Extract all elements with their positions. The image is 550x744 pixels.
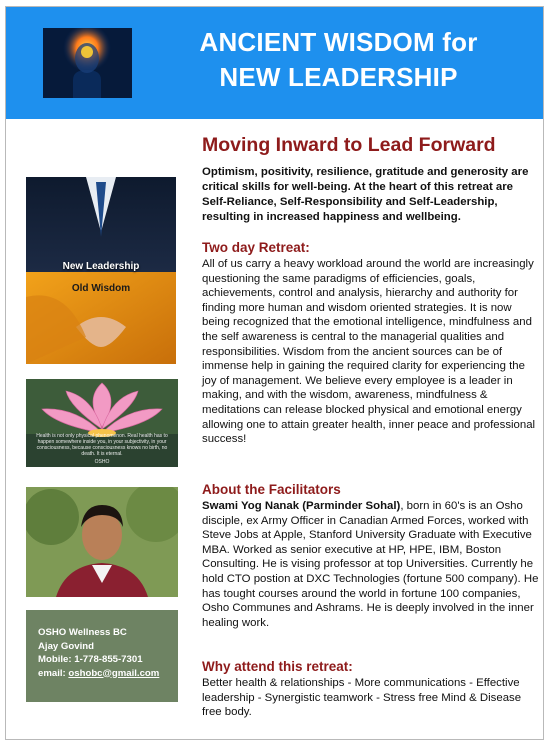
contact-mobile: 1-778-855-7301 xyxy=(74,654,143,665)
contact-box xyxy=(26,610,178,702)
banner-title-line1: ANCIENT WISDOM for xyxy=(199,27,478,57)
facilitator-portrait xyxy=(26,487,178,597)
facilitators-text xyxy=(202,499,540,630)
banner-title-line2: NEW LEADERSHIP xyxy=(219,62,458,92)
leadership-caption-bottom: Old Wisdom xyxy=(71,283,131,294)
leadership-caption-top: New Leadership xyxy=(62,261,140,272)
facilitators-title: About the Facilitators xyxy=(202,482,341,497)
page-title: Moving Inward to Lead Forward xyxy=(202,134,496,156)
why-title: Why attend this retreat: xyxy=(202,659,353,674)
contact-org: OSHO Wellness BC xyxy=(38,627,127,638)
contact-email-row xyxy=(38,667,178,681)
contact-mobile-row xyxy=(38,653,178,667)
facilitator-name: Swami Yog Nanak (Parminder Sohal) xyxy=(202,500,401,512)
why-text: Better health & relationships - More communications - Effective leadership - Synergistic teamwork - Stress free Mind & Disease free body. xyxy=(202,677,522,719)
lotus-quote: Health is not only physical phenomenon. Real health has to happen somewhere inside you, in your subjectivity, in your consciousness, because consciousness knows no birth, no death. It is eternal. xyxy=(36,433,168,457)
header-banner xyxy=(6,7,543,119)
intro-paragraph: Optimism, positivity, resilience, gratitude and generosity are critical skills for well-being. At the heart of this retreat are Self-Reliance, Self-Responsibility and Self-Leadership, resulting in increased happiness and wellbeing. xyxy=(202,166,529,223)
flyer-page xyxy=(5,6,544,740)
lotus-image xyxy=(26,379,178,467)
contact-email-link[interactable]: oshobc@gmail.com xyxy=(68,667,160,679)
lotus-quote-author: OSHO xyxy=(94,459,110,465)
banner-title xyxy=(136,25,541,95)
facilitator-bio: , born in 60's is an Osho disciple, ex Army Officer in Canadian Armed Forces, worked with Steve Jobs at Apple, Stanford University Graduate with Executive MBA. Worked as senior executive at HP, HPE, IBM, Boston Consulting. He is vising professor at top Universities. Currently he hold CTO postion at DXC Technologies (fortune 500 company). He has tought courses around the world in fortune 100 companies, Osho Communes and Ashrams. He is deeply involved in the inner healing work. xyxy=(202,500,539,629)
contact-name: Ajay Govind xyxy=(38,640,94,652)
glowing-head-image xyxy=(43,28,132,98)
contact-mobile-label: Mobile: xyxy=(38,654,72,665)
new-leadership-image xyxy=(26,177,176,364)
contact-email-label: email: xyxy=(38,667,66,679)
retreat-text: All of us carry a heavy workload around the world are increasingly questioning the same paradigms of efficiencies, goals, achievements, control and analysis, hierarchy and authority for finding more human and wisdom oriented strategies. It is now being recognized that the emotional intelligence, mindfulness and the self awareness is central to the managerial qualities and responsibilities. Wisdom from the ancient sources can be of immense help in gaining the required clarity for experiencing the joy of management. We believe every employee is a leader in making, and with the wisdom, awareness, mindfulness & meditations can release blocked physical and emotional energy allowing one to attain greater health, inner peace and professional success! xyxy=(202,258,536,446)
retreat-title: Two day Retreat: xyxy=(202,240,310,255)
